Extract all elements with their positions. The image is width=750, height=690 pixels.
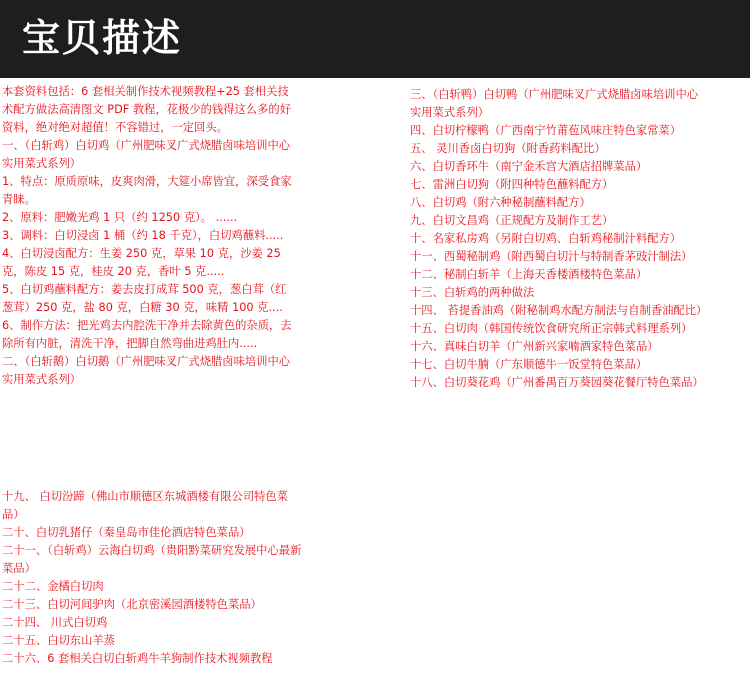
list-item: 6、制作方法：把光鸡去内腔洗干净并去除黄色的杂质，去除所有内脏，清洗干净，把脚自然弯曲进鸡肚内..... bbox=[2, 319, 292, 350]
list-item: 六、白切香环牛（南宁金禾宫大酒店招牌菜品） bbox=[410, 160, 648, 173]
list-item: 七、雷洲白切狗（附四种特色蘸料配方） bbox=[410, 178, 614, 191]
list-item: 十五、白切肉（韩国传统饮食研究所正宗韩式料理系列） bbox=[410, 322, 693, 335]
list-item: 二十二、金橘白切肉 bbox=[2, 580, 104, 593]
list-item: 十二、秘制白斩羊（上海天香楼酒楼特色菜品） bbox=[410, 268, 648, 281]
list-item: 五、 灵川香卤白切狗（附香药料配比） bbox=[410, 142, 606, 155]
list-item: 十七、白切牛腩（广东顺德牛一饭堂特色菜品） bbox=[410, 358, 648, 371]
header-banner bbox=[0, 0, 750, 78]
list-item: 十、名家私房鸡（另附白切鸡、白斩鸡秘制汁料配方） bbox=[410, 232, 682, 245]
list-item: 3、调料：白切浸卤 1 桶（约 18 千克），白切鸡蘸料..... bbox=[2, 229, 284, 242]
list-item: 5、白切鸡蘸料配方：姜去皮打成茸 500 克，葱白茸（红葱茸）250 克，盐 80 克，白糖 30 克，味精 100 克.... bbox=[2, 283, 287, 314]
right-text-column bbox=[410, 86, 708, 392]
list-item: 十八、白切葵花鸡（广州番禺百万葵园葵花餐厅特色菜品） bbox=[410, 376, 704, 389]
list-item: 二十、白切乳猪仔（秦皇岛市佳伦酒店特色菜品） bbox=[2, 526, 251, 539]
list-item: 一、（白斩鸡）白切鸡（广州肥味叉广式烧腊卤味培训中心实用菜式系列） bbox=[2, 139, 291, 170]
list-item: 2、原料：肥嫩光鸡 1 只（约 1250 克）。 ...... bbox=[2, 211, 238, 224]
intro-paragraph: 本套资料包括：6 套相关制作技术视频教程+25 套相关技术配方做法高清图文 PDF 教程，花极少的钱得这么多的好资料，绝对绝对超值！不容错过，一定回头。 bbox=[2, 85, 292, 134]
list-item: 4、白切浸卤配方：生姜 250 克，草果 10 克，沙姜 25 克，陈皮 15 克，桂皮 20 克，香叶 5 克..... bbox=[2, 247, 281, 278]
list-item: 1、特点：原质原味，皮爽肉滑，大筵小席皆宜，深受食家青睐。 bbox=[2, 175, 292, 206]
list-item: 四、白切柠檬鸭（广西南宁竹莆苞风味庄特色家常菜） bbox=[410, 124, 682, 137]
list-item: 十六、真味白切羊（广州新兴家喃酒家特色菜品） bbox=[410, 340, 659, 353]
list-item: 二十五、白切东山羊蒸 bbox=[2, 634, 115, 647]
page-title: 宝贝描述 bbox=[22, 16, 183, 60]
list-item: 十三、白斩鸡的两种做法 bbox=[410, 286, 535, 299]
list-item: 十四、 苔提香油鸡（附秘制鸡水配方制法与自制香油配比） bbox=[410, 304, 708, 317]
list-item: 十一、西蜀秘制鸡（附西蜀白切汁与特制香茅豉汁制法） bbox=[410, 250, 693, 263]
list-item: 二十四、 川式白切鸡 bbox=[2, 616, 108, 629]
list-item: 二十一、（白斩鸡）云海白切鸡（贵阳黔菜研究发展中心最新菜品） bbox=[2, 544, 302, 575]
list-item: 二十六、6 套相关白切白斩鸡牛羊狗制作技术视频教程 bbox=[2, 652, 273, 665]
list-item: 二十三、白切河间驴肉（北京密溪园酒楼特色菜品） bbox=[2, 598, 262, 611]
bottom-text-column bbox=[2, 488, 302, 668]
list-item: 九、白切文昌鸡（正规配方及制作工艺） bbox=[410, 214, 614, 227]
list-item: 二、（白斩鹅）白切鹅（广州肥味叉广式烧腊卤味培训中心实用菜式系列） bbox=[2, 355, 291, 386]
list-item: 十九、 白切汾蹄（佛山市顺德区东城酒楼有限公司特色菜品） bbox=[2, 490, 289, 521]
list-item: 三、（白斩鸭）白切鸭（广州肥味叉广式烧腊卤味培训中心实用菜式系列） bbox=[410, 88, 699, 119]
left-text-column bbox=[2, 83, 294, 389]
list-item: 八、白切鸡（附六种秘制蘸料配方） bbox=[410, 196, 591, 209]
